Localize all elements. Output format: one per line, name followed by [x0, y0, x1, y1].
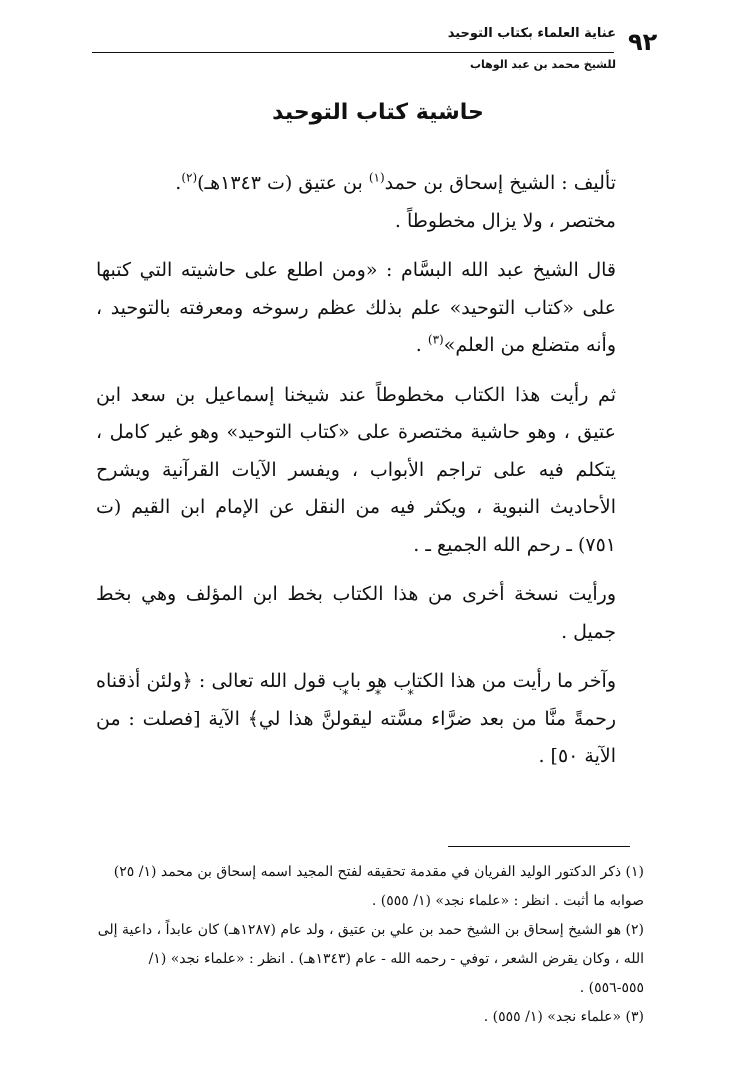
footnote-ref-3: (٣) — [427, 332, 444, 347]
paragraph-3-text: قال الشيخ عبد الله البسَّام : «ومن اطلع على حاشيته التي كتبها على «كتاب التوحيد» علم بذلك عظم رسوخه ومعرفته بالتوحيد ، وأنه متضلع من العلم» — [96, 259, 616, 356]
author-text: تأليف : الشيخ إسحاق بن حمد — [384, 172, 616, 194]
paragraph-4: ثم رأيت هذا الكتاب مخطوطاً عند شيخنا إسماعيل بن سعد ابن عتيق ، وهو حاشية مختصرة على «كتاب التوحيد» وهو غير كامل ، يتكلم فيه على تراجم الأبواب ، ويفسر الآيات القرآنية ويشرح الأحاديث النبوية ، ويكثر فيه من النقل عن الإمام ابن القيم (ت ٧٥١) ـ رحم الله الجميع ـ . — [96, 383, 616, 556]
paragraph-3 — [96, 252, 616, 365]
footnote-ref-2: (٢) — [181, 170, 198, 185]
paragraph-6: وآخر ما رأيت من هذا الكتاب هو باب قول الله تعالى : ﴿ولئن أذقناه رحمةً منَّا من بعد ضرَّاء مسَّته ليقولنَّ هذا لي﴾ الآية [فصلت : من الآية ٥٠] . — [96, 670, 616, 767]
footnote-3: (٣) «علماء نجد» (١/ ٥٥٥) . — [483, 1009, 644, 1025]
paragraph-3-end: . — [415, 334, 428, 356]
page-number: ٩٢ — [628, 28, 658, 56]
author-text-2: بن عتيق (ت ١٣٤٣هـ) — [197, 172, 369, 194]
section-separator: * * * — [342, 688, 414, 703]
footnote-ref-1: (١) — [368, 170, 385, 185]
header-rule — [92, 52, 614, 53]
author-end: . — [175, 172, 182, 194]
paragraph-2: مختصر ، ولا يزال مخطوطاً . — [394, 209, 616, 232]
footnote-1: (١) ذكر الدكتور الوليد الفريان في مقدمة تحقيقه لفتح المجيد اسمه إسحاق بن محمد (١/ ٢٥) صوابه ما أثبت . انظر : «علماء نجد» (١/ ٥٥٥) . — [113, 864, 644, 909]
running-title: عناية العلماء بكتاب التوحيد — [447, 26, 616, 41]
footnotes — [96, 858, 644, 1032]
footnote-2: (٢) هو الشيخ إسحاق بن الشيخ حمد بن علي بن عتيق ، ولد عام (١٢٨٧هـ) كان عابداً ، داعية إلى الله ، وكان يقرض الشعر ، توفي - رحمه الله - عام (١٣٤٣هـ) . انظر : «علماء نجد» (١/ ٥٥٥-٥٥٦) . — [97, 922, 644, 996]
paragraph-5: ورأيت نسخة أخرى من هذا الكتاب بخط ابن المؤلف وهي بخط جميل . — [96, 583, 616, 643]
footnote-rule — [448, 846, 630, 847]
running-subtitle: للشيخ محمد بن عبد الوهاب — [469, 58, 616, 71]
body-text — [96, 165, 616, 776]
section-title: حاشية كتاب التوحيد — [272, 100, 484, 125]
author-line — [96, 165, 616, 203]
